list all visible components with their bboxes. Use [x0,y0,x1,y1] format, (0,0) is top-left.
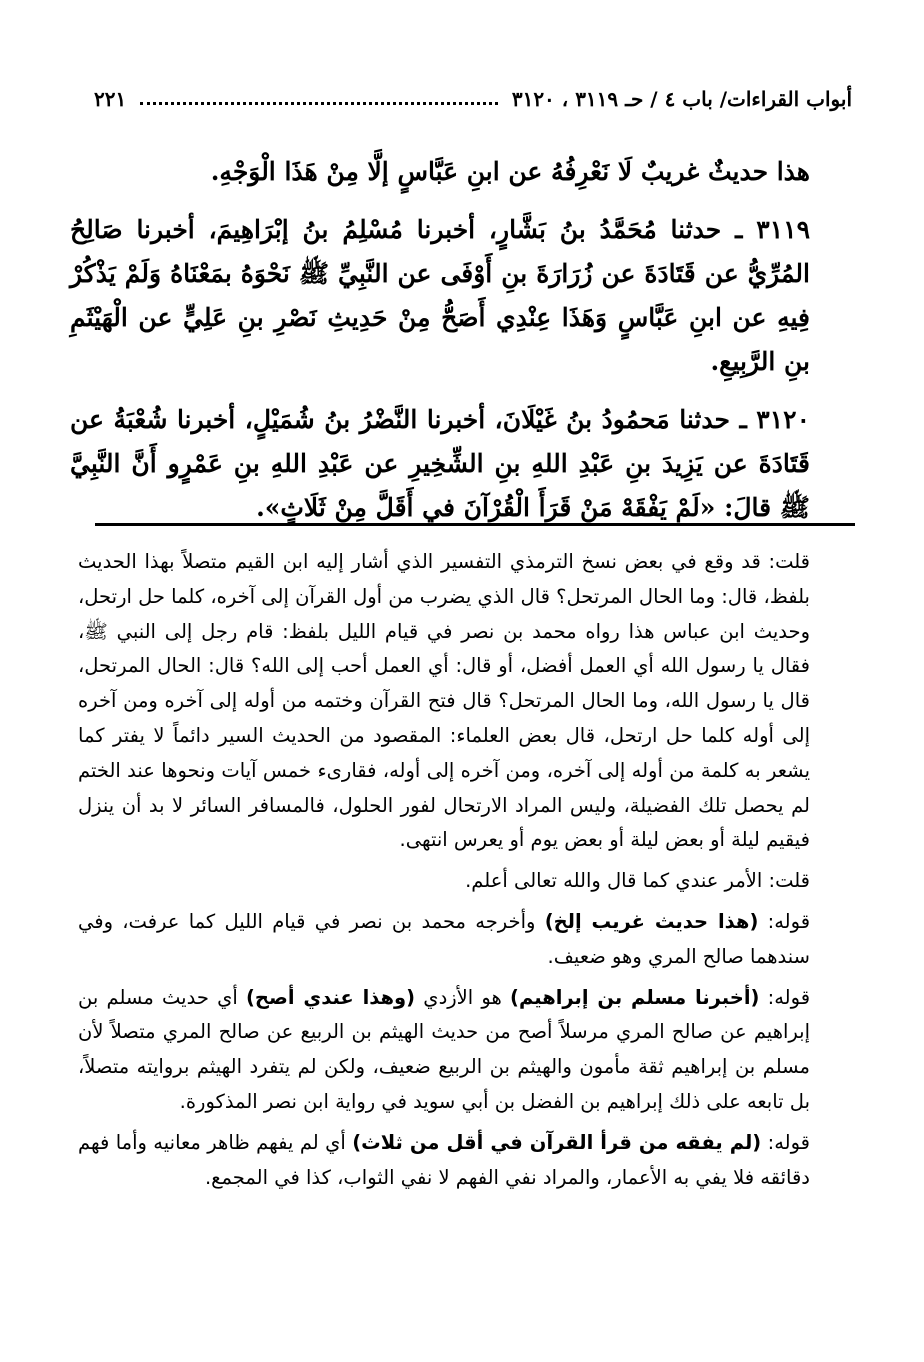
commentary [78,545,810,1201]
main-text [70,150,810,544]
running-header [94,82,852,116]
page-number: ٢٢١ [94,87,127,111]
commentary-prefix: قوله: [759,985,811,1009]
commentary-text: وأخرجه محمد بن نصر في قيام الليل كما عرفت، وفي سندهما صالح المري وهو ضعيف. [78,909,810,968]
commentary-paragraph-2: قلت: الأمر عندي كما قال والله تعالى أعلم. [465,869,810,893]
hadith-number-3120: ٣١٢٠ ـ [739,405,810,434]
commentary-lemma: (أخبرنا مسلم بن إبراهيم) [510,985,760,1009]
header-dot-leader [140,102,498,105]
commentary-lemma-2: (وهذا عندي أصح) [246,985,416,1009]
commentary-prefix: قوله: [758,909,811,933]
commentary-lemma: (هذا حديث غريب إلخ) [544,909,759,933]
commentary-text: هو الأزدي [415,985,511,1009]
commentary-text: أي لم يفهم ظاهر معانيه وأما فهم دقائقه فلا يفي به الأعمار، والمراد نفي الفهم لا نفي الثواب، كذا في المجمع. [78,1130,810,1189]
commentary-lemma: (لم يفقه من قرأ القرآن في أقل من ثلاث) [352,1130,762,1154]
hadith-text-3120: حدثنا مَحمُودُ بنُ غَيْلَانَ، أخبرنا النَّضْرُ بنُ شُمَيْلٍ، أخبرنا شُعْبَةُ عن قَتَادَةَ عن يَزِيدَ بنِ عَبْدِ اللهِ بنِ الشِّخِيرِ عن عَبْدِ اللهِ بنِ عَمْرٍو أَنَّ النَّبِيَّ ﷺ قالَ: «لَمْ يَفْقَهْ مَنْ قَرَأَ الْقُرْآنَ في أَقَلَّ مِنْ ثَلَاثٍ». [70,405,810,522]
commentary-prefix: قوله: [761,1130,810,1154]
footnote-divider [95,523,855,526]
commentary-paragraph-3 [78,905,810,975]
hadith-3120 [70,398,810,530]
commentary-text: أي حديث مسلم بن إبراهيم عن صالح المري مرسلاً أصح من حديث الهيثم بن الربيع عن صالح المري متصلاً لأن مسلم بن إبراهيم ثقة مأمون والهيثم بن الربيع ضعيف، ولكن لم يتفرد الهيثم بروايته متصلاً، بل تابعه على ذلك إبراهيم بن الفضل بن أبي سويد في رواية ابن نصر المذكورة. [78,985,810,1113]
running-title: أبواب القراءات/ باب ٤ / حـ ٣١١٩ ، ٣١٢٠ [511,87,852,111]
opening-line: هذا حديثٌ غريبٌ لَا نَعْرِفُهُ عن ابنِ عَبَّاسٍ إلَّا مِنْ هَذَا الْوَجْهِ. [210,157,810,186]
commentary-paragraph-1: قلت: قد وقع في بعض نسخ الترمذي التفسير الذي أشار إليه ابن القيم متصلاً بهذا الحديث بلفظ، قال: وما الحال المرتحل؟ قال الذي يضرب من أول القرآن إلى آخره، كلما حل ارتحل، وحديث ابن عباس هذا رواه محمد بن نصر في قيام الليل بلفظ: قام رجل إلى النبي ﷺ، فقال يا رسول الله أي العمل أفضل، أو قال: أي العمل أحب إلى الله؟ قال: الحال المرتحل، قال يا رسول الله، وما الحال المرتحل؟ قال فتح القرآن وختمه من أوله إلى آخره ومن آخره إلى أوله كلما حل ارتحل، قال بعض العلماء: المقصود من الحديث السير دائماً لا يفتر كما يشعر به كلمة من أوله إلى آخره، ومن آخره إلى أوله، فقارىء خمس آيات ونحوها عند الختم لم يحصل تلك الفضيلة، وليس المراد الارتحال لفور الحلول، فالمسافر السائر لا بد أن ينزل فيقيم ليلة أو بعض ليلة أو بعض يوم أو يعرس انتهى. [78,550,810,852]
commentary-paragraph-4 [78,981,810,1120]
hadith-3119 [70,208,810,384]
hadith-text-3119: حدثنا مُحَمَّدُ بنُ بَشَّارٍ، أخبرنا مُسْلِمُ بنُ إبْرَاهِيمَ، أخبرنا صَالِحُ المُرِّيُّ عن قَتَادَةَ عن زُرَارَةَ بنِ أَوْفَى عن النَّبِيِّ ﷺ نَحْوَهُ بمَعْنَاهُ وَلَمْ يَذْكُرْ فِيهِ عن ابنِ عَبَّاسٍ وَهَذَا عِنْدِي أَصَحُّ مِنْ حَدِيثِ نَصْرِ بنِ عَلِيٍّ عن الْهَيْثَمِ بنِ الرَّبِيعِ. [70,215,810,376]
hadith-number-3119: ٣١١٩ ـ [735,215,810,244]
commentary-paragraph-5 [78,1126,810,1196]
